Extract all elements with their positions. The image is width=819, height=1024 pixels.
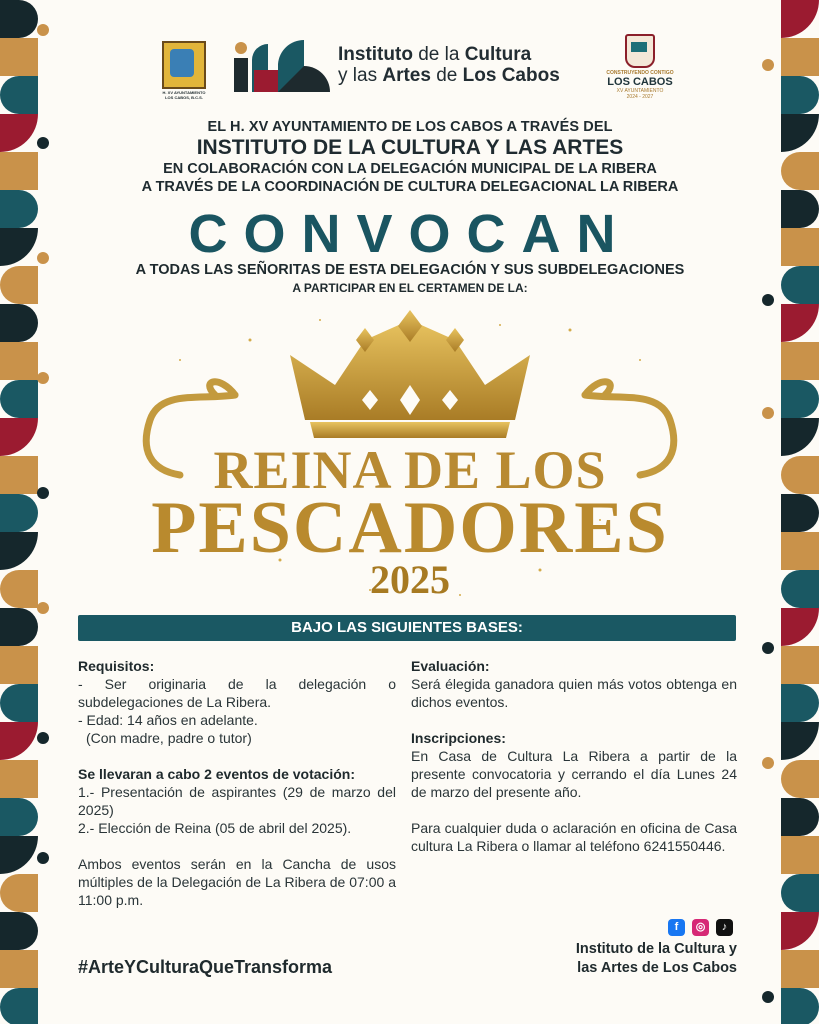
logo-row <box>160 38 674 100</box>
requirements-label: Requisitos: <box>78 658 155 674</box>
left-decorative-border <box>0 0 38 1024</box>
header-line-4: A TRAVÉS DE LA COORDINACIÓN DE CULTURA DELEGACIONAL LA RIBERA <box>141 179 679 195</box>
border-tile <box>781 798 819 836</box>
municipal-shield-icon <box>162 41 206 89</box>
bases-banner: BAJO LAS SIGUIENTES BASES: <box>78 615 736 641</box>
border-tile <box>0 114 38 152</box>
border-tile <box>781 570 819 608</box>
requirement-2: - Edad: 14 años en adelante. <box>78 712 258 728</box>
event-1: 1.- Presentación de aspirantes (29 de marzo del 2025) <box>78 784 396 818</box>
border-tile <box>0 304 38 342</box>
border-tile <box>781 342 819 380</box>
border-tile <box>0 0 38 38</box>
municipal-logo <box>160 41 208 99</box>
border-tile <box>0 570 38 608</box>
decorative-dot <box>37 252 49 264</box>
los-cabos-shield-icon <box>625 34 655 68</box>
contact-text: Para cualquier duda o aclaración en oficina de Casa cultura La Ribera o llamar al teléfono 6241550446. <box>411 820 737 854</box>
inscriptions-label: Inscripciones: <box>411 730 506 746</box>
border-tile <box>781 760 819 798</box>
border-tile <box>0 494 38 532</box>
border-tile <box>0 760 38 798</box>
border-tile <box>0 342 38 380</box>
convocan-heading: CONVOCAN <box>188 204 632 264</box>
border-tile <box>0 76 38 114</box>
institute-logo-icon <box>234 40 330 92</box>
header-line-3: EN COLABORACIÓN CON LA DELEGACIÓN MUNICIPAL DE LA RIBERA <box>163 161 657 177</box>
border-tile <box>0 950 38 988</box>
border-tile <box>781 722 819 760</box>
border-tile <box>781 874 819 912</box>
border-tile <box>0 608 38 646</box>
municipal-caption: H. XV AYUNTAMIENTO LOS CABOS, B.C.S. <box>162 90 206 100</box>
border-tile <box>781 114 819 152</box>
events-label: Se llevaran a cabo 2 eventos de votación: <box>78 766 355 782</box>
instagram-icon[interactable]: ◎ <box>692 919 709 936</box>
decorative-dot <box>762 642 774 654</box>
requirement-3: (Con madre, padre o tutor) <box>86 730 252 746</box>
decorative-dot <box>37 602 49 614</box>
border-tile <box>781 684 819 722</box>
border-tile <box>781 266 819 304</box>
border-tile <box>781 494 819 532</box>
tiktok-icon[interactable]: ♪ <box>716 919 733 936</box>
evaluation-label: Evaluación: <box>411 658 490 674</box>
decorative-dot <box>762 407 774 419</box>
decorative-dot <box>37 372 49 384</box>
header-line-1: EL H. XV AYUNTAMIENTO DE LOS CABOS A TRAVÉS DEL <box>207 119 613 135</box>
social-icons <box>668 919 738 937</box>
decorative-dot <box>762 991 774 1003</box>
decorative-dot <box>37 732 49 744</box>
border-tile <box>781 304 819 342</box>
to-participate-line: A PARTICIPAR EN EL CERTAMEN DE LA: <box>292 281 528 295</box>
institute-name: Instituto de la Cultura y las Artes de Los Cabos <box>338 44 560 86</box>
border-tile <box>0 912 38 950</box>
border-tile <box>781 988 819 1024</box>
border-tile <box>0 190 38 228</box>
title-line-2: PESCADORES <box>151 487 669 569</box>
border-tile <box>0 532 38 570</box>
border-tile <box>0 684 38 722</box>
los-cabos-logo: CONSTRUYENDO CONTIGO LOS CABOS XV AYUNTAMIENTO 2024 - 2027 <box>600 34 680 100</box>
title-year: 2025 <box>370 557 450 602</box>
border-tile <box>0 152 38 190</box>
decorative-dot <box>762 294 774 306</box>
border-tile <box>781 456 819 494</box>
border-tile <box>0 418 38 456</box>
border-tile <box>781 380 819 418</box>
right-column <box>411 657 737 855</box>
decorative-dot <box>37 137 49 149</box>
evaluation-text: Será élegida ganadora quien más votos obtenga en dichos eventos. <box>411 676 737 710</box>
hashtag: #ArteYCulturaQueTransforma <box>78 957 333 977</box>
decorative-dot <box>762 757 774 769</box>
venue-text: Ambos eventos serán en la Cancha de usos múltiples de la Delegación de La Ribera de 07:00 a 11:00 p.m. <box>78 856 396 908</box>
border-tile <box>781 76 819 114</box>
right-decorative-border <box>781 0 819 1024</box>
border-tile <box>781 38 819 76</box>
header-block <box>60 118 760 196</box>
border-tile <box>781 950 819 988</box>
inscriptions-text: En Casa de Cultura La Ribera a partir de la presente convocatoria y cerrando el día Lunes 24 de marzo del presente año. <box>411 748 737 800</box>
border-tile <box>0 798 38 836</box>
border-tile <box>0 380 38 418</box>
facebook-icon[interactable]: f <box>668 919 685 936</box>
border-tile <box>781 646 819 684</box>
border-tile <box>781 532 819 570</box>
border-tile <box>0 722 38 760</box>
decorative-dot <box>37 852 49 864</box>
crown-icon <box>290 310 530 438</box>
border-tile <box>0 266 38 304</box>
left-column <box>78 657 396 909</box>
border-tile <box>781 190 819 228</box>
border-tile <box>0 646 38 684</box>
title-line-1: REINA DE LOS <box>213 440 607 500</box>
decorative-dot <box>37 24 49 36</box>
border-tile <box>781 836 819 874</box>
header-line-2: INSTITUTO DE LA CULTURA Y LAS ARTES <box>196 136 624 159</box>
border-tile <box>0 456 38 494</box>
border-tile <box>781 0 819 38</box>
border-tile <box>781 912 819 950</box>
decorative-dot <box>762 59 774 71</box>
to-all-line: A TODAS LAS SEÑORITAS DE ESTA DELEGACIÓN Y SUS SUBDELEGACIONES <box>135 262 685 278</box>
event-2: 2.- Elección de Reina (05 de abril del 2025). <box>78 820 352 836</box>
border-tile <box>781 228 819 266</box>
border-tile <box>0 874 38 912</box>
border-tile <box>781 608 819 646</box>
border-tile <box>781 418 819 456</box>
requirement-1: - Ser originaria de la delegación o subdelegaciones de La Ribera. <box>78 676 396 710</box>
border-tile <box>0 836 38 874</box>
decorative-dot <box>37 487 49 499</box>
border-tile <box>0 228 38 266</box>
border-tile <box>781 152 819 190</box>
border-tile <box>0 988 38 1024</box>
footer-institute-name: Instituto de la Cultura y las Artes de Los Cabos <box>575 941 737 976</box>
border-tile <box>0 38 38 76</box>
